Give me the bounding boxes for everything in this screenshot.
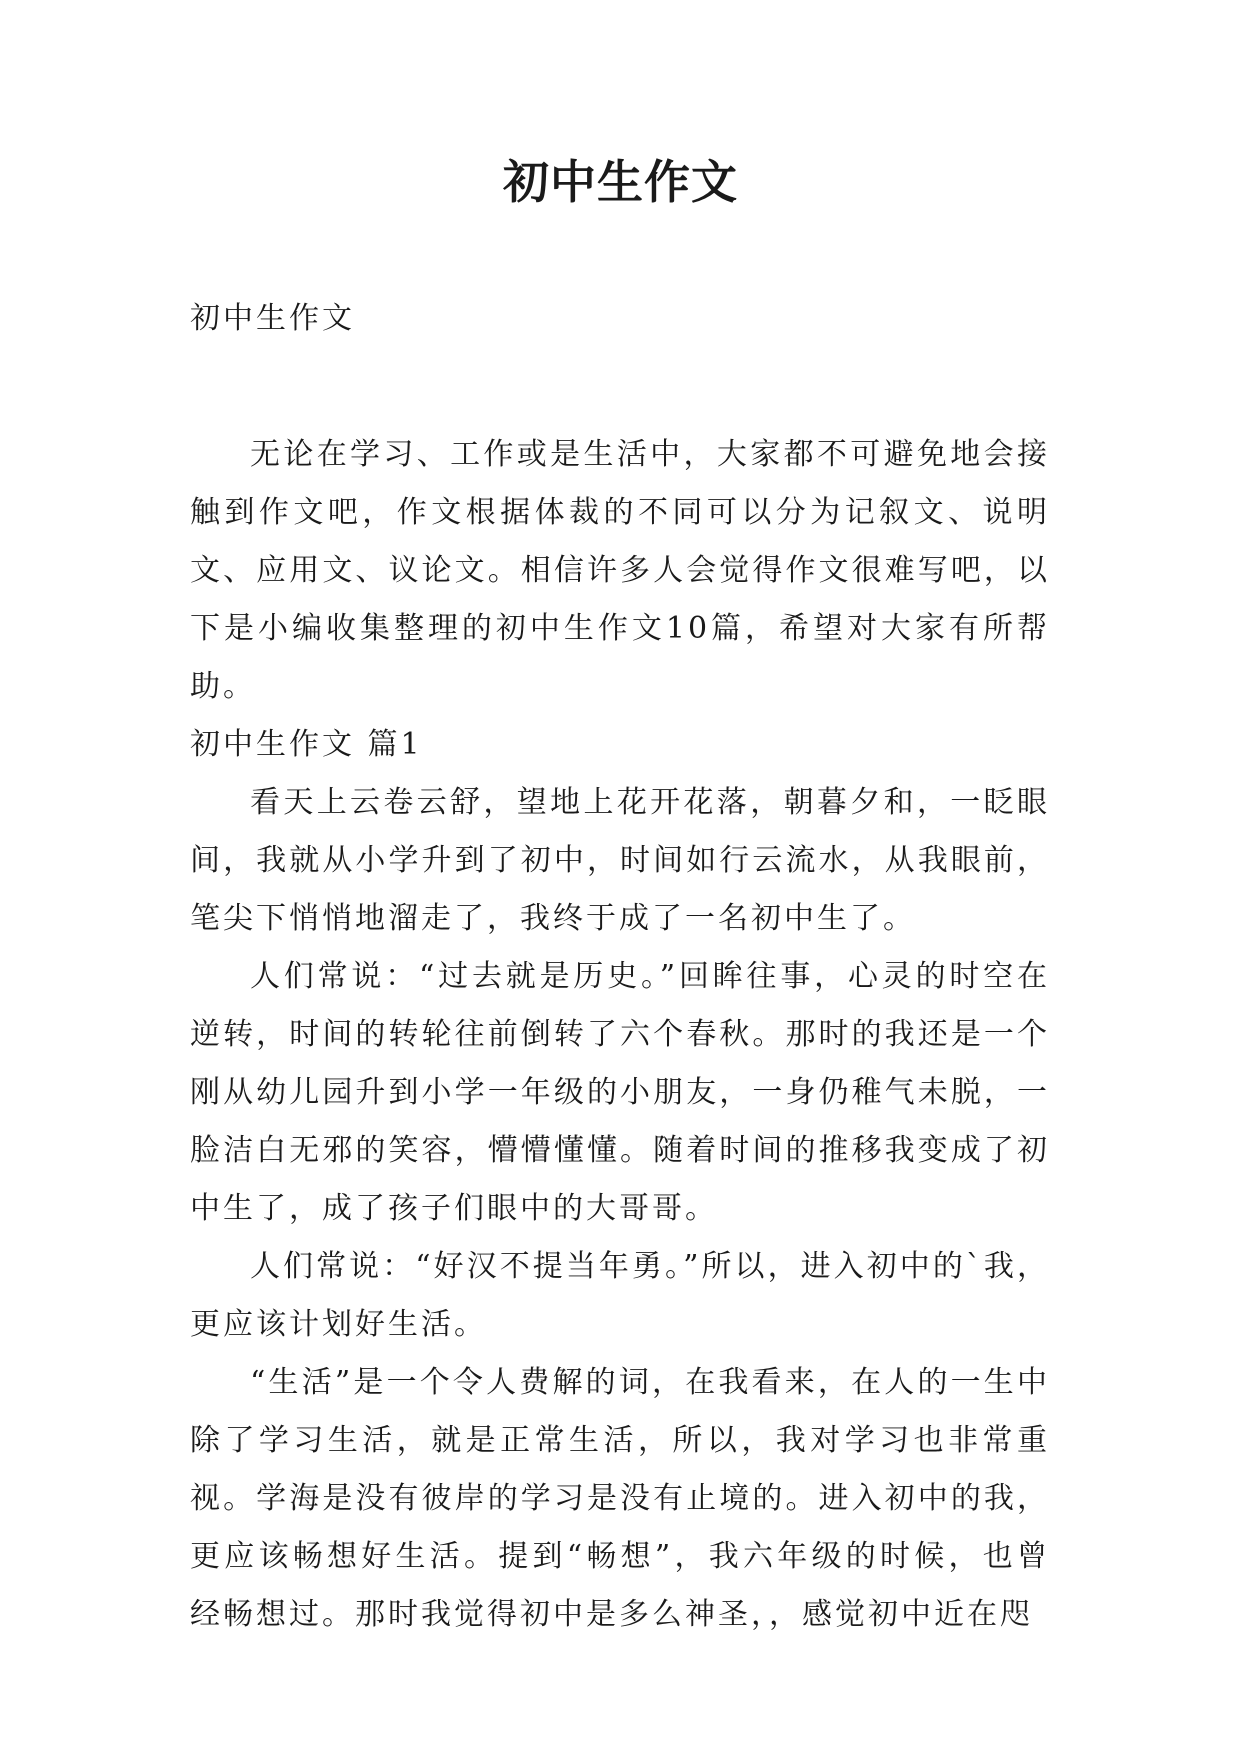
document-subtitle: 初中生作文 [190, 301, 355, 336]
document-body [190, 290, 1050, 1644]
section-heading: 初中生作文 篇1 [190, 727, 423, 762]
body-paragraph: “生活”是一个令人费解的词，在我看来，在人的一生中除了学习生活，就是正常生活，所以，我对学习也非常重视。学海是没有彼岸的学习是没有止境的。进入初中的我，更应该畅想好生活。提到“畅想”，我六年级的时候，也曾经畅想过。那时我觉得初中是多么神圣，，感觉初中近在咫 [190, 1365, 1050, 1632]
body-paragraph: 人们常说：“过去就是历史。”回眸往事，心灵的时空在逆转，时间的转轮往前倒转了六个春秋。那时的我还是一个刚从幼儿园升到小学一年级的小朋友，一身仍稚气未脱，一脸洁白无邪的笑容，懵懵懂懂。随着时间的推移我变成了初中生了，成了孩子们眼中的大哥哥。 [190, 959, 1050, 1226]
document-title: 初中生作文 [503, 155, 738, 209]
body-paragraph: 人们常说：“好汉不提当年勇。”所以，进入初中的`我，更应该计划好生活。 [190, 1249, 1050, 1342]
intro-paragraph: 无论在学习、工作或是生活中，大家都不可避免地会接触到作文吧，作文根据体裁的不同可以分为记叙文、说明文、应用文、议论文。相信许多人会觉得作文很难写吧，以下是小编收集整理的初中生作文10篇，希望对大家有所帮助。 [190, 437, 1050, 704]
body-paragraph: 看天上云卷云舒，望地上花开花落，朝暮夕和，一眨眼间，我就从小学升到了初中，时间如行云流水，从我眼前，笔尖下悄悄地溜走了，我终于成了一名初中生了。 [190, 785, 1050, 936]
